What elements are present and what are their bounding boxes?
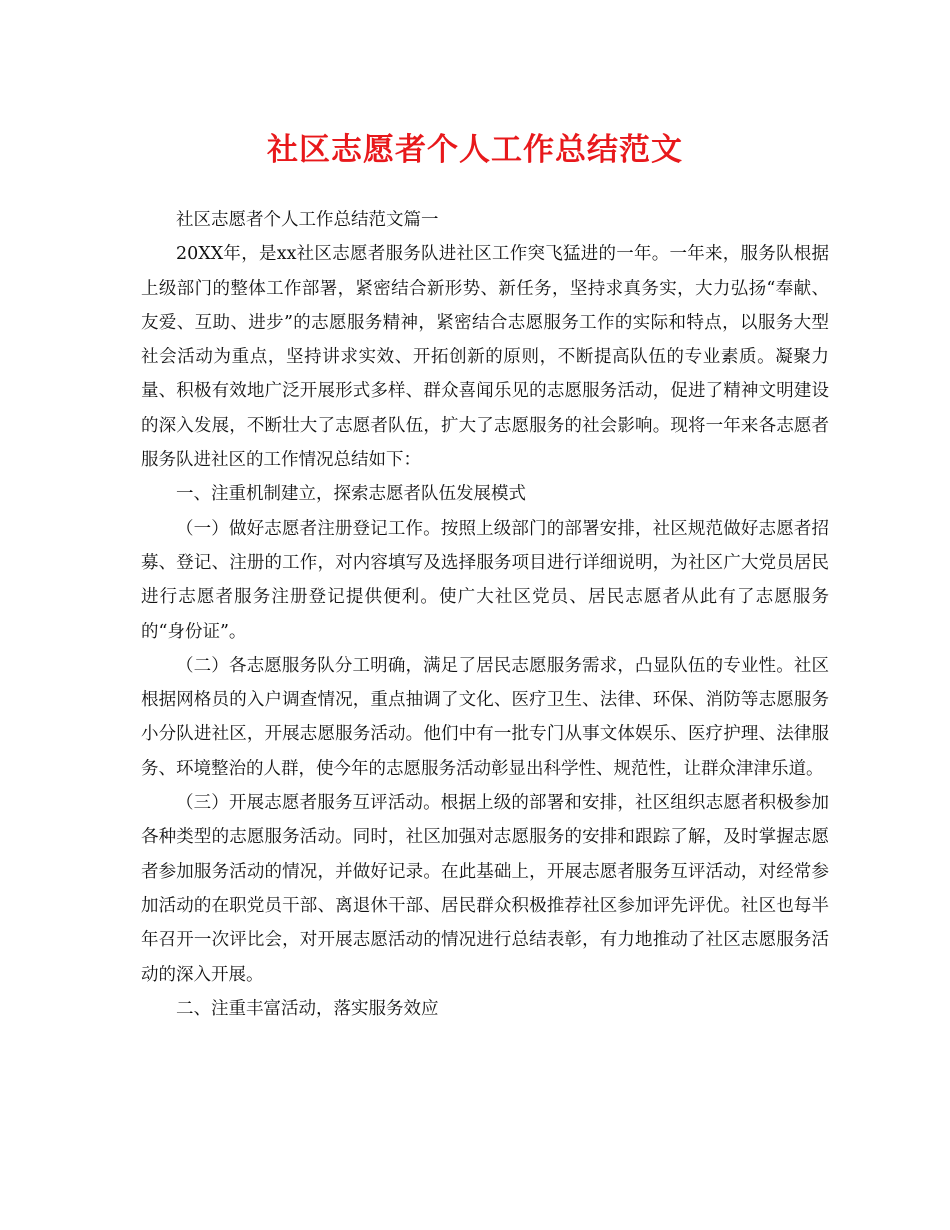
section-heading-1: 一、注重机制建立，探索志愿者队伍发展模式 [176,484,526,505]
paragraph-intro: 20XX年，是xx社区志愿者服务队进社区工作突飞猛进的一年。一年来，服务队根据上级部门的整体工作部署，紧密结合新形势、新任务，坚持求真务实，大力弘扬“奉献、友爱、互助、进步”的志愿服务精神，紧密结合志愿服务工作的实际和特点，以服务大型社会活动为重点，坚持讲求实效、开拓创新的原则，不断提高队伍的专业素质。凝聚力量、积极有效地广泛开展形式多样、群众喜闻乐见的志愿服务活动，促进了精神文明建设的深入发展，不断壮大了志愿者队伍，扩大了志愿服务的社会影响。现将一年来各志愿者服务队进社区的工作情况总结如下： [141,244,829,471]
paragraph-item-3: （三）开展志愿者服务互评活动。根据上级的部署和安排，社区组织志愿者积极参加各种类型的志愿服务活动。同时，社区加强对志愿服务的安排和跟踪了解，及时掌握志愿者参加服务活动的情况，并做好记录。在此基础上，开展志愿者服务互评活动，对经常参加活动的在职党员干部、离退休干部、居民群众积极推荐社区参加评先评优。社区也每半年召开一次评比会，对开展志愿活动的情况进行总结表彰，有力地推动了社区志愿服务活动的深入开展。 [141,793,829,985]
paragraph-item-2: （二）各志愿服务队分工明确，满足了居民志愿服务需求，凸显队伍的专业性。社区根据网格员的入户调查情况，重点抽调了文化、医疗卫生、法律、环保、消防等志愿服务小分队进社区，开展志愿服务活动。他们中有一批专门从事文体娱乐、医疗护理、法律服务、环境整治的人群，使今年的志愿服务活动彰显出科学性、规范性，让群众津津乐道。 [141,655,829,779]
section-heading-2: 二、注重丰富活动，落实服务效应 [176,998,439,1019]
paragraph-subtitle: 社区志愿者个人工作总结范文篇一 [176,210,439,230]
document-title: 社区志愿者个人工作总结范文 [267,132,683,168]
document-body [141,203,829,1026]
paragraph-item-1: （一）做好志愿者注册登记工作。按照上级部门的部署安排，社区规范做好志愿者招募、登记、注册的工作，对内容填写及选择服务项目进行详细说明，为社区广大党员居民进行志愿者服务注册登记提供便利。使广大社区党员、居民志愿者从此有了志愿服务的“身份证”。 [141,518,829,642]
